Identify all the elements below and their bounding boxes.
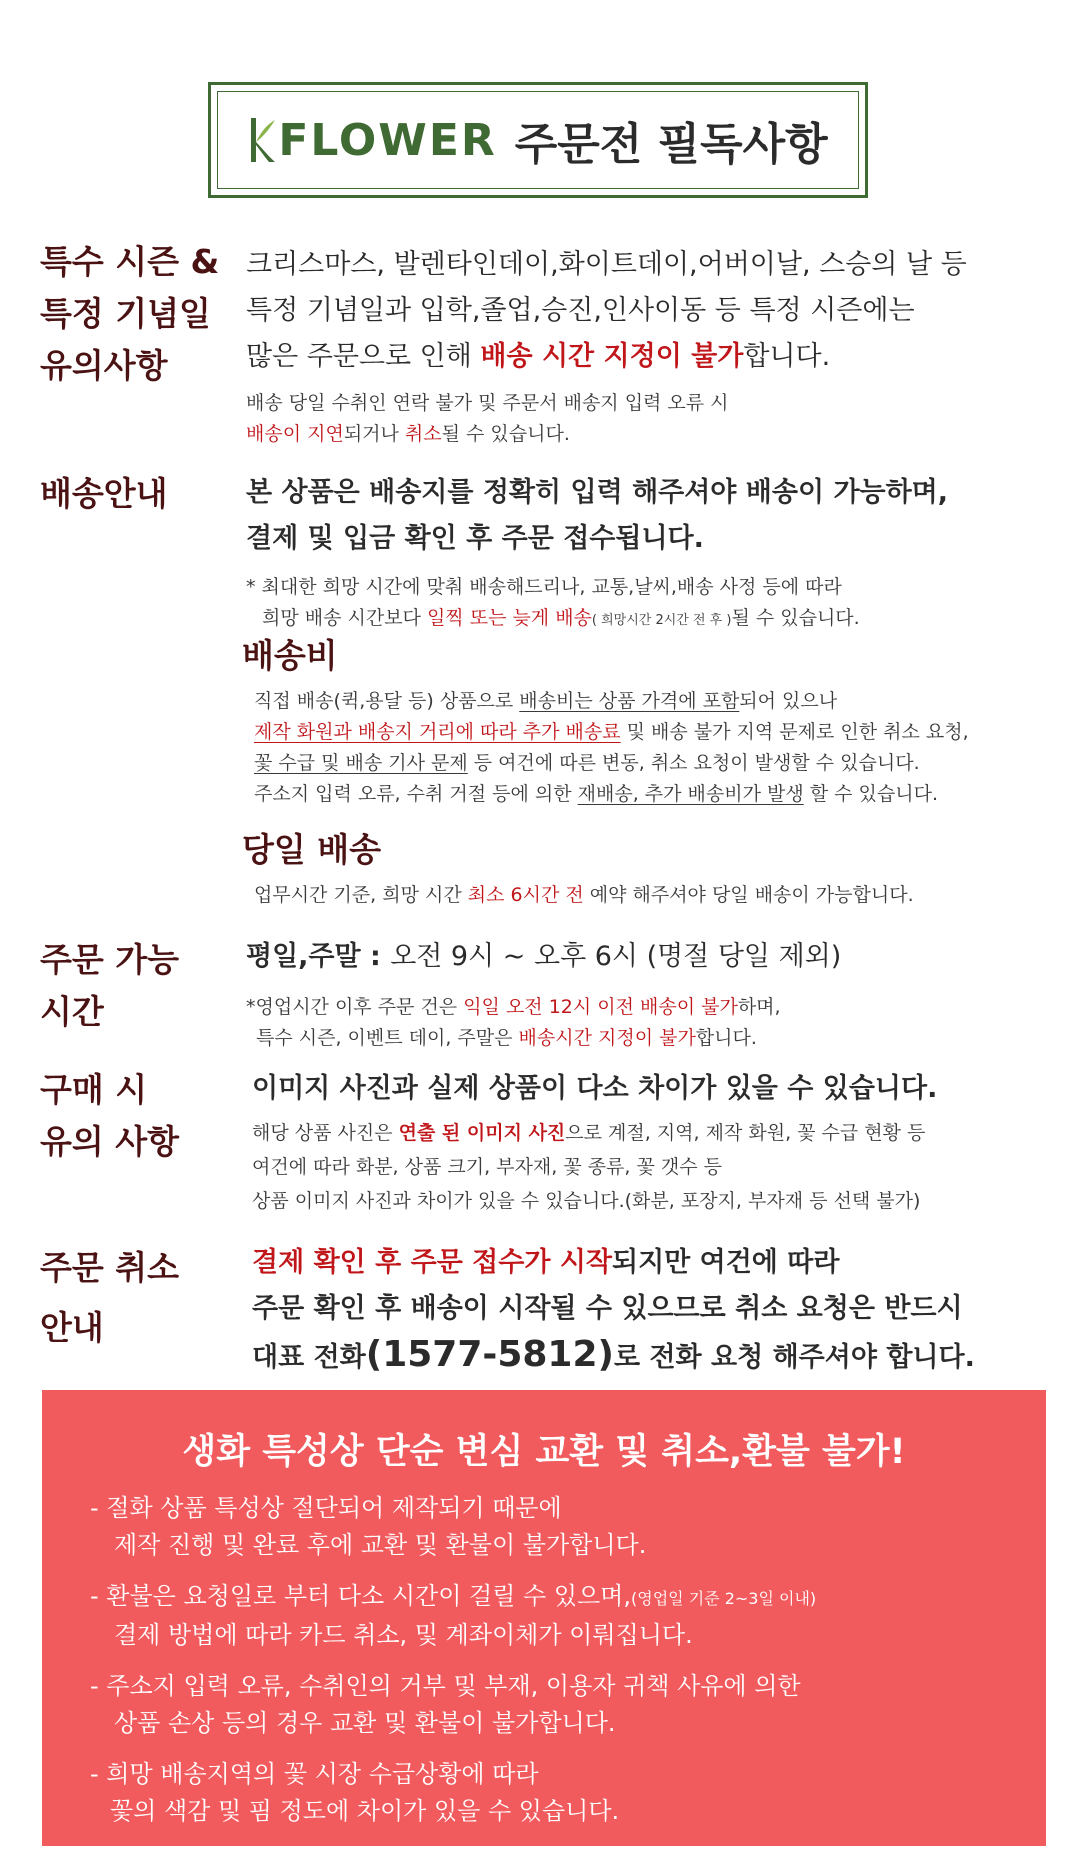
kflower-logo [248,112,496,168]
season-line-3 [246,334,967,380]
text: 및 배송 불가 지역 문제로 인한 취소 요청, [620,721,969,743]
cancel-label [40,1242,179,1354]
highlight-text: 취소 [404,423,442,445]
text: *영업시간 이후 주문 건은 [246,996,464,1018]
season-label-line: 유의사항 [40,346,168,385]
delivery-note-2 [246,603,948,636]
text: 많은 주문으로 인해 [246,341,481,372]
phone-number: (1577-5812) [365,1334,614,1375]
brand-name: FLOWER [278,114,497,166]
sameday-content [254,880,914,911]
underlined-text: 배송비는 상품 가격에 포함 [519,690,740,712]
text: 예약 해주셔야 당일 배송이 가능합니다. [583,884,914,906]
delivery-line-1: 본 상품은 배송지를 정확히 입력 해주셔야 배송이 가능하며, [246,477,949,508]
delivery-line-2: 결제 및 입금 확인 후 주문 접수됩니다. [246,523,704,554]
fee-line-1 [254,686,969,717]
season-line-1: 크리스마스, 발렌타인데이,화이트데이,어버이날, 스승의 날 등 [246,249,967,280]
fee-line-4 [254,779,969,810]
notice-list [90,1490,816,1844]
hours-label-line: 주문 가능 [40,940,180,979]
notice-line: 제작 진행 및 완료 후에 교환 및 환불이 불가합니다. [114,1531,647,1559]
delivery-note-1: * 최대한 희망 시간에 맞춰 배송해드리나, 교통,날씨,배송 사정 등에 따라 [246,576,842,598]
purchase-line-1 [252,1116,937,1150]
notice-title: 생화 특성상 단순 변심 교환 및 취소,환불 불가! [182,1432,906,1472]
season-label-line: 특수 시즌 & [40,242,220,281]
underlined-text: 재배송, 추가 배송비가 발생 [577,783,804,805]
cancel-label-line: 주문 취소 [40,1248,180,1287]
season-note-1: 배송 당일 수취인 연락 불가 및 주문서 배송지 입력 오류 시 [246,392,729,414]
text: 하며, [737,996,781,1018]
purchase-line-2: 여건에 따라 화분, 상품 크기, 부자재, 꽃 종류, 꽃 갯수 등 [252,1156,722,1178]
header-frame [208,82,868,198]
cancel-line-3 [252,1332,975,1381]
text: 으로 계절, 지역, 제작 화원, 꽃 수급 현황 등 [565,1122,926,1144]
cancel-line-1 [252,1240,975,1286]
highlight-text: 제작 화원과 배송지 거리에 따라 추가 배송료 [254,721,621,743]
text: 할 수 있습니다. [803,783,938,805]
notice-item [90,1578,816,1654]
fee-title: 배송비 [242,636,338,675]
season-label [40,236,219,392]
fee-content [254,686,969,810]
sameday-title: 당일 배송 [242,830,382,869]
text: 합니다. [695,1027,757,1049]
notice-line: 꽃의 색감 및 핌 정도에 차이가 있을 수 있습니다. [110,1797,620,1825]
hours-main [246,934,841,980]
underlined-text: 꽃 수급 및 배송 기사 문제 [254,752,468,774]
hours-time: 오전 9시 ~ 오후 6시 (명절 당일 제외) [390,941,842,972]
season-note-2 [246,419,967,450]
notice-line: - 희망 배송지역의 꽃 시장 수급상황에 따라 [90,1760,539,1788]
text: 주소지 입력 오류, 수취 거절 등에 의한 [254,783,578,805]
highlight-text: 결제 확인 후 주문 접수가 시작 [252,1247,612,1278]
cancel-label-line: 안내 [40,1308,104,1347]
text: - 환불은 요청일로 부터 다소 시간이 걸릴 수 있으며, [90,1582,631,1610]
highlight-text: 연출 된 이미지 사진 [398,1122,566,1144]
season-line-2: 특정 기념일과 입학,졸업,승진,인사이동 등 특정 시즌에는 [246,295,915,326]
highlight-text: 배송 시간 지정이 불가 [480,341,744,372]
delivery-content [246,470,948,636]
text: 될 수 있습니다. [731,607,860,629]
page-title: 주문전 필독사항 [514,119,828,170]
season-label-line: 특정 기념일 [40,294,211,333]
highlight-text: 익일 오전 12시 이전 배송이 불가 [463,996,738,1018]
delivery-label: 배송안내 [40,474,168,513]
text: 로 전화 요청 해주셔야 합니다. [613,1342,975,1373]
hours-content [246,934,841,1054]
highlight-text: 배송시간 지정이 불가 [518,1027,696,1049]
highlight-text: 일찍 또는 늦게 배송 [426,607,592,629]
notice-item [90,1490,816,1564]
purchase-label-line: 유의 사항 [40,1122,180,1161]
time-range-note: ( 희망시간 2시간 전 후 ) [591,613,732,628]
text: 합니다. [743,341,831,372]
highlight-text: 배송이 지연 [246,423,344,445]
text: 등 여건에 따른 변동, 취소 요청이 발생할 수 있습니다. [467,752,920,774]
notice-item [90,1668,816,1742]
purchase-line-3: 상품 이미지 사진과 차이가 있을 수 있습니다.(화분, 포장지, 부자재 등 선택 불가) [252,1190,921,1212]
k-leaf-icon [248,112,276,168]
purchase-label-line: 구매 시 [40,1070,148,1109]
cancel-content [252,1240,975,1381]
text: 되거나 [343,423,405,445]
hours-note-2 [246,1023,841,1054]
hours-label-line: 시간 [40,992,104,1031]
text: 특수 시즌, 이벤트 데이, 주말은 [256,1027,519,1049]
hours-label [40,934,179,1038]
notice-line: 상품 손상 등의 경우 교환 및 환불이 불가합니다. [114,1709,616,1737]
header-inner [217,91,859,189]
text: 될 수 있습니다. [441,423,570,445]
notice-line: 결제 방법에 따라 카드 취소, 및 계좌이체가 이뤄집니다. [114,1621,693,1649]
text: 대표 전화 [252,1342,366,1373]
sameday-line-1 [254,880,914,911]
purchase-label [40,1064,179,1168]
text: 되어 있으나 [739,690,838,712]
hours-days: 평일,주말 : [246,941,391,972]
refund-notice-box [42,1390,1046,1846]
text: 희망 배송 시간보다 [262,607,427,629]
highlight-text: 최소 6시간 전 [467,884,584,906]
text: 직접 배송(퀵,용달 등) 상품으로 [254,690,520,712]
purchase-content [252,1066,937,1218]
hours-note-1 [246,992,841,1023]
text: 업무시간 기준, 희망 시간 [254,884,468,906]
cancel-line-2: 주문 확인 후 배송이 시작될 수 있으므로 취소 요청은 반드시 [252,1293,963,1324]
purchase-main: 이미지 사진과 실제 상품이 다소 차이가 있을 수 있습니다. [252,1073,938,1104]
notice-item [90,1756,816,1830]
notice-line: - 주소지 입력 오류, 수취인의 거부 및 부재, 이용자 귀책 사유에 의한 [90,1672,801,1700]
notice-line [90,1578,816,1617]
text: 해당 상품 사진은 [252,1122,399,1144]
fee-line-2 [254,717,969,748]
season-content [246,242,967,450]
notice-line: - 절화 상품 특성상 절단되어 제작되기 때문에 [90,1494,562,1522]
fee-line-3 [254,748,969,779]
small-note: (영업일 기준 2~3일 이내) [631,1589,817,1608]
text: 되지만 여건에 따라 [611,1247,840,1278]
